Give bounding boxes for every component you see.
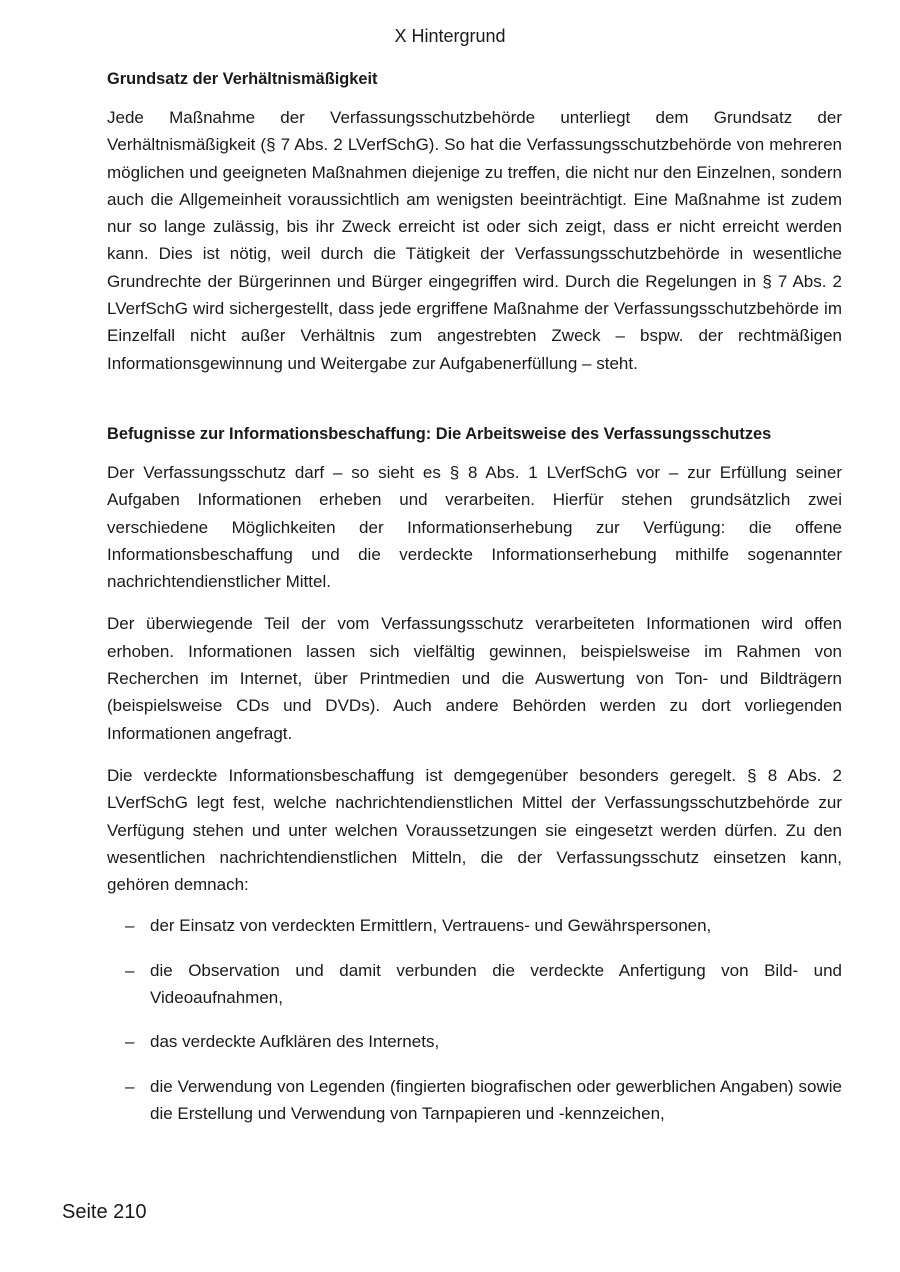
- list-dash: –: [125, 916, 135, 936]
- page-number: Seite 210: [62, 1201, 147, 1223]
- list-item-text: die Verwendung von Legenden (fingierten biografischen oder gewerblichen Angaben) sowie die Erstellung und Verwendung von Tarnpapieren und -kennzeichen,: [150, 1076, 842, 1123]
- paragraph-open-collection: Der überwiegende Teil der vom Verfassungsschutz verarbeiteten Informationen wird offen erhoben. Informationen lassen sich vielfältig gewinnen, beispielsweise im Rahmen von Recherchen im Internet, über Printmedien und die Auswertung von Ton- und Bildträgern (beispielsweise CDs und DVDs). Auch andere Behörden werden zu dort vorliegenden Informationen angefragt.: [107, 614, 842, 743]
- page-body: [107, 66, 842, 1144]
- section-heading-powers: Befugnisse zur Informationsbeschaffung: Die Arbeitsweise des Verfassungsschutzes: [107, 424, 772, 443]
- paragraph-covert-collection: Die verdeckte Informationsbeschaffung ist demgegenüber besonders geregelt. § 8 Abs. 2 LVerfSchG legt fest, welche nachrichtendienstlichen Mittel der Verfassungsschutzbehörde zur Verfügung stehen und unter welchen Voraussetzungen sie eingesetzt werden dürfen. Zu den wesentlichen nachrichtendienstlichen Mitteln, die der Verfassungsschutz einsetzen kann, gehören demnach:: [107, 765, 842, 895]
- list-dash: –: [125, 960, 135, 980]
- list-item-text: die Observation und damit verbunden die verdeckte Anfertigung von Bild- und Videoaufnahmen,: [150, 960, 842, 1008]
- list-dash: –: [125, 1076, 135, 1096]
- paragraph-information-collection: Der Verfassungsschutz darf – so sieht es § 8 Abs. 1 LVerfSchG vor – zur Erfüllung seiner Aufgaben Informationen erheben und verarbeiten. Hierfür stehen grundsätzlich zwei verschiedene Möglichkeiten der Informationserhebung zur Verfügung: die offene Informationsbeschaffung und die verdeckte Informationserhebung mithilfe sogenannter nachrichtendienstlicher Mittel.: [107, 462, 842, 592]
- intelligence-means-list: [107, 912, 842, 1127]
- list-dash: –: [125, 1032, 135, 1052]
- list-item: [107, 1073, 842, 1128]
- paragraph-proportionality: Jede Maßnahme der Verfassungsschutzbehörde unterliegt dem Grundsatz der Verhältnismäßigkeit (§ 7 Abs. 2 LVerfSchG). So hat die Verfassungsschutzbehörde von mehreren möglichen und geeigneten Maßnahmen diejenige zu treffen, die nicht nur den Einzelnen, sondern auch die Allgemeinheit voraussichtlich am wenigsten beeinträchtigt. Eine Maßnahme ist zudem nur so lange zulässig, bis ihr Zweck erreicht ist oder sich zeigt, dass er nicht erreicht werden kann. Dies ist nötig, weil durch die Tätigkeit der Verfassungsschutzbehörde in wesentliche Grundrechte der Bürgerinnen und Bürger eingegriffen wird. Durch die Regelungen in § 7 Abs. 2 LVerfSchG wird sichergestellt, dass jede ergriffene Maßnahme der Verfassungsschutzbehörde im Einzelfall nicht außer Verhältnis zum angestrebten Zweck – bspw. der rechtmäßigen Informationsgewinnung und Weitergabe zur Aufgabenerfüllung – steht.: [107, 108, 842, 373]
- section-heading-proportionality: Grundsatz der Verhältnismäßigkeit: [107, 70, 378, 88]
- list-item-text: das verdeckte Aufklären des Internets,: [150, 1032, 440, 1052]
- list-item: [107, 957, 842, 1012]
- list-item: [107, 1028, 842, 1055]
- list-item-text: der Einsatz von verdeckten Ermittlern, Vertrauens- und Gewährspersonen,: [150, 916, 712, 936]
- running-header: X Hintergrund: [394, 26, 506, 46]
- list-item: [107, 912, 842, 939]
